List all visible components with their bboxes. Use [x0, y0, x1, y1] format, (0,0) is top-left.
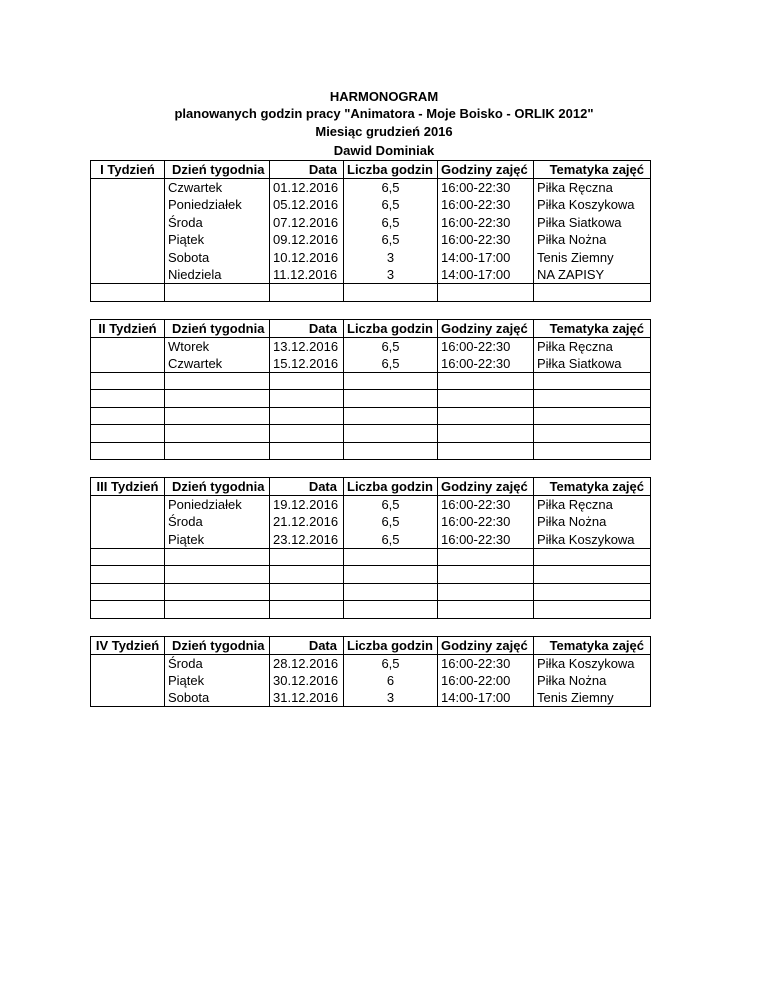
week-blank-cell	[91, 266, 165, 284]
time-cell: 16:00-22:00	[438, 672, 534, 690]
empty-cell	[344, 372, 438, 390]
schedule-row	[91, 355, 651, 373]
date-cell: 23.12.2016	[270, 531, 344, 549]
doc-person: Dawid Dominiak	[333, 143, 435, 158]
week-spacer	[91, 460, 651, 478]
spacer-cell	[91, 460, 651, 478]
empty-cell	[165, 425, 270, 443]
empty-cell	[534, 407, 651, 425]
hours-cell: 6,5	[344, 355, 438, 373]
empty-cell	[91, 548, 165, 566]
empty-cell	[270, 548, 344, 566]
date-cell: 09.12.2016	[270, 231, 344, 249]
empty-cell	[91, 442, 165, 460]
empty-row	[91, 407, 651, 425]
day-cell: Czwartek	[165, 355, 270, 373]
column-header-date: Data	[270, 478, 344, 496]
column-header-time: Godziny zajęć	[438, 161, 534, 179]
week-blank-cell	[91, 672, 165, 690]
week-blank-cell	[91, 214, 165, 232]
day-cell: Poniedziałek	[165, 496, 270, 514]
date-cell: 07.12.2016	[270, 214, 344, 232]
week-spacer	[91, 301, 651, 319]
empty-cell	[270, 390, 344, 408]
date-cell: 30.12.2016	[270, 672, 344, 690]
empty-cell	[438, 442, 534, 460]
time-cell: 16:00-22:30	[438, 214, 534, 232]
empty-row	[91, 583, 651, 601]
topic-cell: NA ZAPISY	[534, 266, 651, 284]
time-cell: 16:00-22:30	[438, 231, 534, 249]
day-cell: Środa	[165, 513, 270, 531]
schedule-row	[91, 249, 651, 267]
column-header-hours: Liczba godzin	[344, 478, 438, 496]
empty-cell	[534, 566, 651, 584]
empty-cell	[91, 425, 165, 443]
topic-cell: Piłka Koszykowa	[534, 196, 651, 214]
time-cell: 16:00-22:30	[438, 496, 534, 514]
empty-cell	[165, 284, 270, 302]
empty-cell	[534, 548, 651, 566]
time-cell: 16:00-22:30	[438, 196, 534, 214]
empty-cell	[165, 583, 270, 601]
empty-row	[91, 548, 651, 566]
doc-month: Miesiąc grudzień 2016	[315, 124, 453, 139]
empty-cell	[270, 284, 344, 302]
empty-cell	[165, 566, 270, 584]
date-cell: 11.12.2016	[270, 266, 344, 284]
day-cell: Piątek	[165, 672, 270, 690]
week-blank-cell	[91, 654, 165, 672]
week-blank-cell	[91, 337, 165, 355]
schedule-row	[91, 231, 651, 249]
week-blank-cell	[91, 689, 165, 707]
spacer-cell	[91, 618, 651, 636]
empty-cell	[438, 601, 534, 619]
empty-cell	[165, 442, 270, 460]
empty-cell	[534, 390, 651, 408]
schedule-row	[91, 654, 651, 672]
column-header-time: Godziny zajęć	[438, 478, 534, 496]
empty-cell	[344, 390, 438, 408]
empty-cell	[438, 407, 534, 425]
week-header-row	[91, 478, 651, 496]
schedule-row	[91, 513, 651, 531]
week-label: IV Tydzień	[91, 636, 165, 654]
time-cell: 16:00-22:30	[438, 179, 534, 197]
time-cell: 14:00-17:00	[438, 266, 534, 284]
empty-cell	[438, 548, 534, 566]
time-cell: 14:00-17:00	[438, 689, 534, 707]
empty-cell	[534, 284, 651, 302]
column-header-date: Data	[270, 319, 344, 337]
schedule-row	[91, 337, 651, 355]
topic-cell: Piłka Nożna	[534, 231, 651, 249]
week-blank-cell	[91, 531, 165, 549]
column-header-time: Godziny zajęć	[438, 636, 534, 654]
empty-cell	[438, 284, 534, 302]
empty-cell	[438, 566, 534, 584]
empty-row	[91, 390, 651, 408]
week-header-row	[91, 319, 651, 337]
empty-cell	[438, 425, 534, 443]
schedule-row	[91, 496, 651, 514]
empty-row	[91, 442, 651, 460]
empty-cell	[91, 390, 165, 408]
column-header-day: Dzień tygodnia	[165, 319, 270, 337]
column-header-hours: Liczba godzin	[344, 636, 438, 654]
empty-cell	[534, 372, 651, 390]
week-blank-cell	[91, 179, 165, 197]
time-cell: 16:00-22:30	[438, 654, 534, 672]
week-header-row	[91, 161, 651, 179]
week-spacer	[91, 618, 651, 636]
schedule-body	[91, 161, 651, 707]
time-cell: 16:00-22:30	[438, 513, 534, 531]
day-cell: Piątek	[165, 231, 270, 249]
week-blank-cell	[91, 513, 165, 531]
empty-cell	[344, 407, 438, 425]
week-blank-cell	[91, 355, 165, 373]
topic-cell: Piłka Ręczna	[534, 179, 651, 197]
day-cell: Sobota	[165, 689, 270, 707]
empty-cell	[344, 566, 438, 584]
date-cell: 28.12.2016	[270, 654, 344, 672]
topic-cell: Piłka Nożna	[534, 672, 651, 690]
hours-cell: 3	[344, 689, 438, 707]
time-cell: 16:00-22:30	[438, 337, 534, 355]
empty-row	[91, 566, 651, 584]
hours-cell: 6,5	[344, 513, 438, 531]
week-label: II Tydzień	[91, 319, 165, 337]
day-cell: Środa	[165, 654, 270, 672]
schedule-row	[91, 214, 651, 232]
week-label: III Tydzień	[91, 478, 165, 496]
column-header-day: Dzień tygodnia	[165, 161, 270, 179]
date-cell: 01.12.2016	[270, 179, 344, 197]
schedule-row	[91, 266, 651, 284]
empty-cell	[438, 390, 534, 408]
empty-cell	[91, 566, 165, 584]
schedule-table	[90, 160, 651, 707]
doc-title: HARMONOGRAM	[329, 89, 439, 104]
empty-cell	[165, 548, 270, 566]
empty-cell	[91, 372, 165, 390]
column-header-hours: Liczba godzin	[344, 161, 438, 179]
column-header-hours: Liczba godzin	[344, 319, 438, 337]
week-label: I Tydzień	[91, 161, 165, 179]
empty-cell	[534, 442, 651, 460]
empty-cell	[270, 442, 344, 460]
column-header-date: Data	[270, 636, 344, 654]
time-cell: 16:00-22:30	[438, 531, 534, 549]
empty-cell	[344, 442, 438, 460]
empty-cell	[534, 425, 651, 443]
day-cell: Środa	[165, 214, 270, 232]
hours-cell: 6,5	[344, 654, 438, 672]
hours-cell: 6	[344, 672, 438, 690]
schedule-row	[91, 672, 651, 690]
empty-cell	[165, 372, 270, 390]
schedule-row	[91, 196, 651, 214]
empty-row	[91, 372, 651, 390]
date-cell: 21.12.2016	[270, 513, 344, 531]
empty-cell	[270, 583, 344, 601]
topic-cell: Piłka Koszykowa	[534, 531, 651, 549]
hours-cell: 6,5	[344, 337, 438, 355]
empty-cell	[270, 407, 344, 425]
spacer-cell	[91, 301, 651, 319]
empty-cell	[344, 284, 438, 302]
day-cell: Sobota	[165, 249, 270, 267]
column-header-topic: Tematyka zajęć	[534, 319, 651, 337]
time-cell: 16:00-22:30	[438, 355, 534, 373]
empty-row	[91, 425, 651, 443]
hours-cell: 6,5	[344, 531, 438, 549]
column-header-topic: Tematyka zajęć	[534, 478, 651, 496]
day-cell: Poniedziałek	[165, 196, 270, 214]
day-cell: Piątek	[165, 531, 270, 549]
empty-cell	[165, 390, 270, 408]
empty-cell	[438, 583, 534, 601]
hours-cell: 3	[344, 249, 438, 267]
topic-cell: Piłka Siatkowa	[534, 214, 651, 232]
week-blank-cell	[91, 196, 165, 214]
topic-cell: Piłka Nożna	[534, 513, 651, 531]
empty-cell	[270, 425, 344, 443]
topic-cell: Piłka Ręczna	[534, 337, 651, 355]
topic-cell: Tenis Ziemny	[534, 249, 651, 267]
empty-cell	[91, 583, 165, 601]
date-cell: 31.12.2016	[270, 689, 344, 707]
column-header-day: Dzień tygodnia	[165, 478, 270, 496]
hours-cell: 6,5	[344, 214, 438, 232]
empty-cell	[91, 601, 165, 619]
empty-cell	[270, 601, 344, 619]
empty-cell	[534, 583, 651, 601]
empty-cell	[534, 601, 651, 619]
empty-cell	[91, 284, 165, 302]
date-cell: 19.12.2016	[270, 496, 344, 514]
column-header-topic: Tematyka zajęć	[534, 161, 651, 179]
empty-cell	[344, 583, 438, 601]
topic-cell: Piłka Ręczna	[534, 496, 651, 514]
empty-cell	[344, 425, 438, 443]
empty-row	[91, 601, 651, 619]
hours-cell: 6,5	[344, 231, 438, 249]
column-header-topic: Tematyka zajęć	[534, 636, 651, 654]
schedule-row	[91, 689, 651, 707]
hours-cell: 6,5	[344, 496, 438, 514]
week-header-row	[91, 636, 651, 654]
date-cell: 05.12.2016	[270, 196, 344, 214]
time-cell: 14:00-17:00	[438, 249, 534, 267]
empty-row	[91, 284, 651, 302]
column-header-date: Data	[270, 161, 344, 179]
week-blank-cell	[91, 496, 165, 514]
empty-cell	[270, 372, 344, 390]
date-cell: 10.12.2016	[270, 249, 344, 267]
schedule-row	[91, 531, 651, 549]
week-blank-cell	[91, 249, 165, 267]
topic-cell: Piłka Koszykowa	[534, 654, 651, 672]
empty-cell	[344, 548, 438, 566]
date-cell: 15.12.2016	[270, 355, 344, 373]
hours-cell: 6,5	[344, 179, 438, 197]
topic-cell: Piłka Siatkowa	[534, 355, 651, 373]
empty-cell	[91, 407, 165, 425]
hours-cell: 3	[344, 266, 438, 284]
schedule-row	[91, 179, 651, 197]
day-cell: Niedziela	[165, 266, 270, 284]
date-cell: 13.12.2016	[270, 337, 344, 355]
hours-cell: 6,5	[344, 196, 438, 214]
doc-subtitle: planowanych godzin pracy "Animatora - Moje Boisko - ORLIK 2012"	[174, 106, 594, 121]
empty-cell	[270, 566, 344, 584]
day-cell: Czwartek	[165, 179, 270, 197]
empty-cell	[165, 407, 270, 425]
empty-cell	[165, 601, 270, 619]
column-header-day: Dzień tygodnia	[165, 636, 270, 654]
week-blank-cell	[91, 231, 165, 249]
day-cell: Wtorek	[165, 337, 270, 355]
empty-cell	[438, 372, 534, 390]
topic-cell: Tenis Ziemny	[534, 689, 651, 707]
column-header-time: Godziny zajęć	[438, 319, 534, 337]
empty-cell	[344, 601, 438, 619]
